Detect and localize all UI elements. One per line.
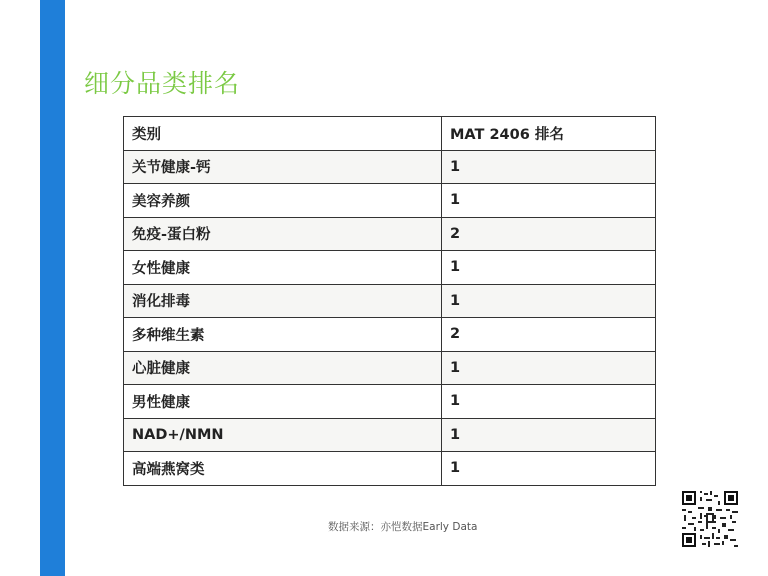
cell-rank: 1	[442, 150, 656, 184]
cell-rank: 1	[442, 385, 656, 419]
ranking-table	[123, 116, 656, 486]
table-row	[124, 150, 656, 184]
cell-category: 心脏健康	[124, 351, 442, 385]
cell-rank: 1	[442, 418, 656, 452]
cell-rank: 1	[442, 351, 656, 385]
header-category: 类别	[124, 117, 442, 151]
ranking-table-container	[123, 116, 655, 486]
cell-rank: 1	[442, 284, 656, 318]
cell-rank: 1	[442, 184, 656, 218]
cell-category: 多种维生素	[124, 318, 442, 352]
table-row	[124, 217, 656, 251]
table-row	[124, 284, 656, 318]
cell-rank: 2	[442, 217, 656, 251]
table-row	[124, 452, 656, 486]
cell-category: NAD+/NMN	[124, 418, 442, 452]
table-row	[124, 318, 656, 352]
table-row	[124, 418, 656, 452]
table-row	[124, 351, 656, 385]
cell-category: 免疫-蛋白粉	[124, 217, 442, 251]
cell-rank: 2	[442, 318, 656, 352]
cell-category: 消化排毒	[124, 284, 442, 318]
cell-rank: 1	[442, 452, 656, 486]
cell-rank: 1	[442, 251, 656, 285]
cell-category: 美容养颜	[124, 184, 442, 218]
cell-category: 关节健康-钙	[124, 150, 442, 184]
left-accent-bar	[40, 0, 65, 576]
table-row	[124, 385, 656, 419]
header-rank: MAT 2406 排名	[442, 117, 656, 151]
table-header-row	[124, 117, 656, 151]
qr-code-icon	[682, 491, 738, 547]
cell-category: 高端燕窝类	[124, 452, 442, 486]
page-title: 细分品类排名	[84, 69, 241, 98]
cell-category: 女性健康	[124, 251, 442, 285]
table-row	[124, 251, 656, 285]
table-row	[124, 184, 656, 218]
data-source-note: 数据来源：亦恺数据Early Data	[328, 521, 478, 533]
cell-category: 男性健康	[124, 385, 442, 419]
